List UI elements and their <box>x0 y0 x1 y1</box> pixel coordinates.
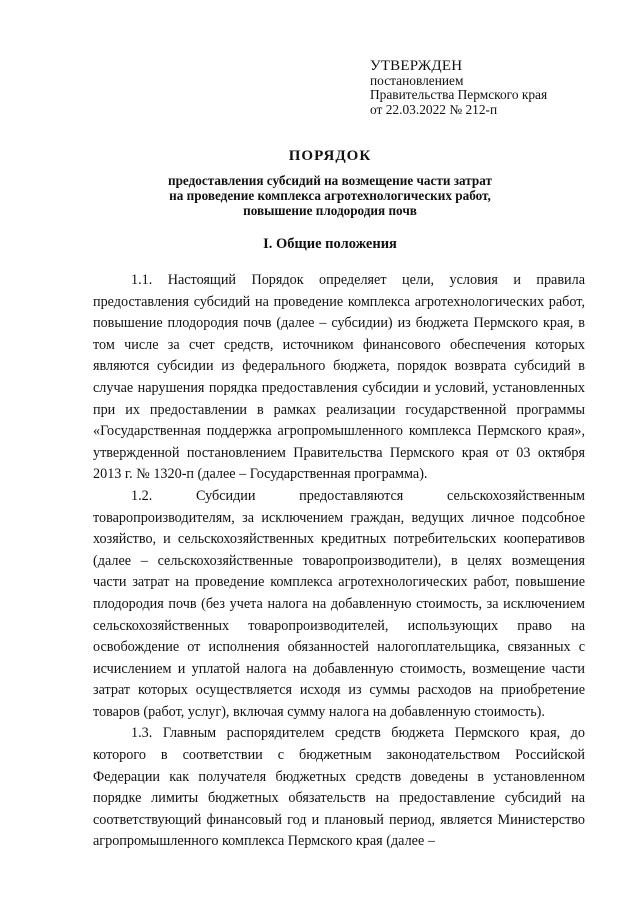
approval-line: от 22.03.2022 № 212-п <box>370 101 498 117</box>
paragraph: 1.2. Субсидии предоставляются сельскохозяйственным товаропроизводителям, за исключением граждан, ведущих личное подсобное хозяйство, и сельскохозяйственных кредитных потребительских кооперативов (далее – сельскохозяйственные товаропроизводители), в целях возмещения части затрат на проведение комплекса агротехнологических работ, повышение плодородия почв (без учета налога на добавленную стоимость, за исключением сельскохозяйственных товаропроизводителей, использующих право на освобождение от исполнения обязанностей налогоплательщика, связанных с исчислением и уплатой налога на добавленную стоимость, возмещение части затрат которых осуществляется исходя из суммы расходов на приобретение товаров (работ, услуг), включая сумму налога на добавленную стоимость). <box>93 487 585 720</box>
subtitle-line: предоставления субсидий на возмещение части затрат <box>167 173 492 188</box>
approval-title: УТВЕРЖДЕН <box>370 58 463 74</box>
paragraph: 1.3. Главным распорядителем средств бюджета Пермского края, до которого в соответствии с бюджетным законодательством Российской Федерации как получателя бюджетных средств доведены в установленном порядке лимиты бюджетных обязательств на предоставление субсидий на соответствующий финансовый год и плановый период, является Министерство агропромышленного комплекса Пермского края (далее – <box>93 725 585 850</box>
section-title: I. Общие положения <box>263 236 397 252</box>
document-heading <box>90 146 570 218</box>
approval-line: Правительства Пермского края <box>370 87 548 103</box>
approval-stamp <box>370 58 547 117</box>
paragraph: 1.1. Настоящий Порядок определяет цели, условия и правила предоставления субсидий на проведение комплекса агротехнологических работ, повышение плодородия почв (далее – субсидии) из бюджета Пермского края, в том числе за счет средств, источником финансового обеспечения которых являются субсидии из федерального бюджета, порядок возврата субсидий в случае нарушения порядка предоставления субсидии и условий, установленных при их предоставлении в рамках реализации государственной программы «Государственная поддержка агропромышленного комплекса Пермского края», утвержденной постановлением Правительства Пермского края от 03 октября 2013 г. № 1320-п (далее – Государственная программа). <box>93 272 585 483</box>
approval-line: постановлением <box>370 73 464 88</box>
subtitle-line: на проведение комплекса агротехнологических работ, <box>169 188 491 203</box>
subtitle-line: повышение плодородия почв <box>243 203 417 218</box>
document-title: ПОРЯДОК <box>288 148 372 164</box>
document-subtitle <box>90 173 570 218</box>
document-body <box>93 270 585 853</box>
